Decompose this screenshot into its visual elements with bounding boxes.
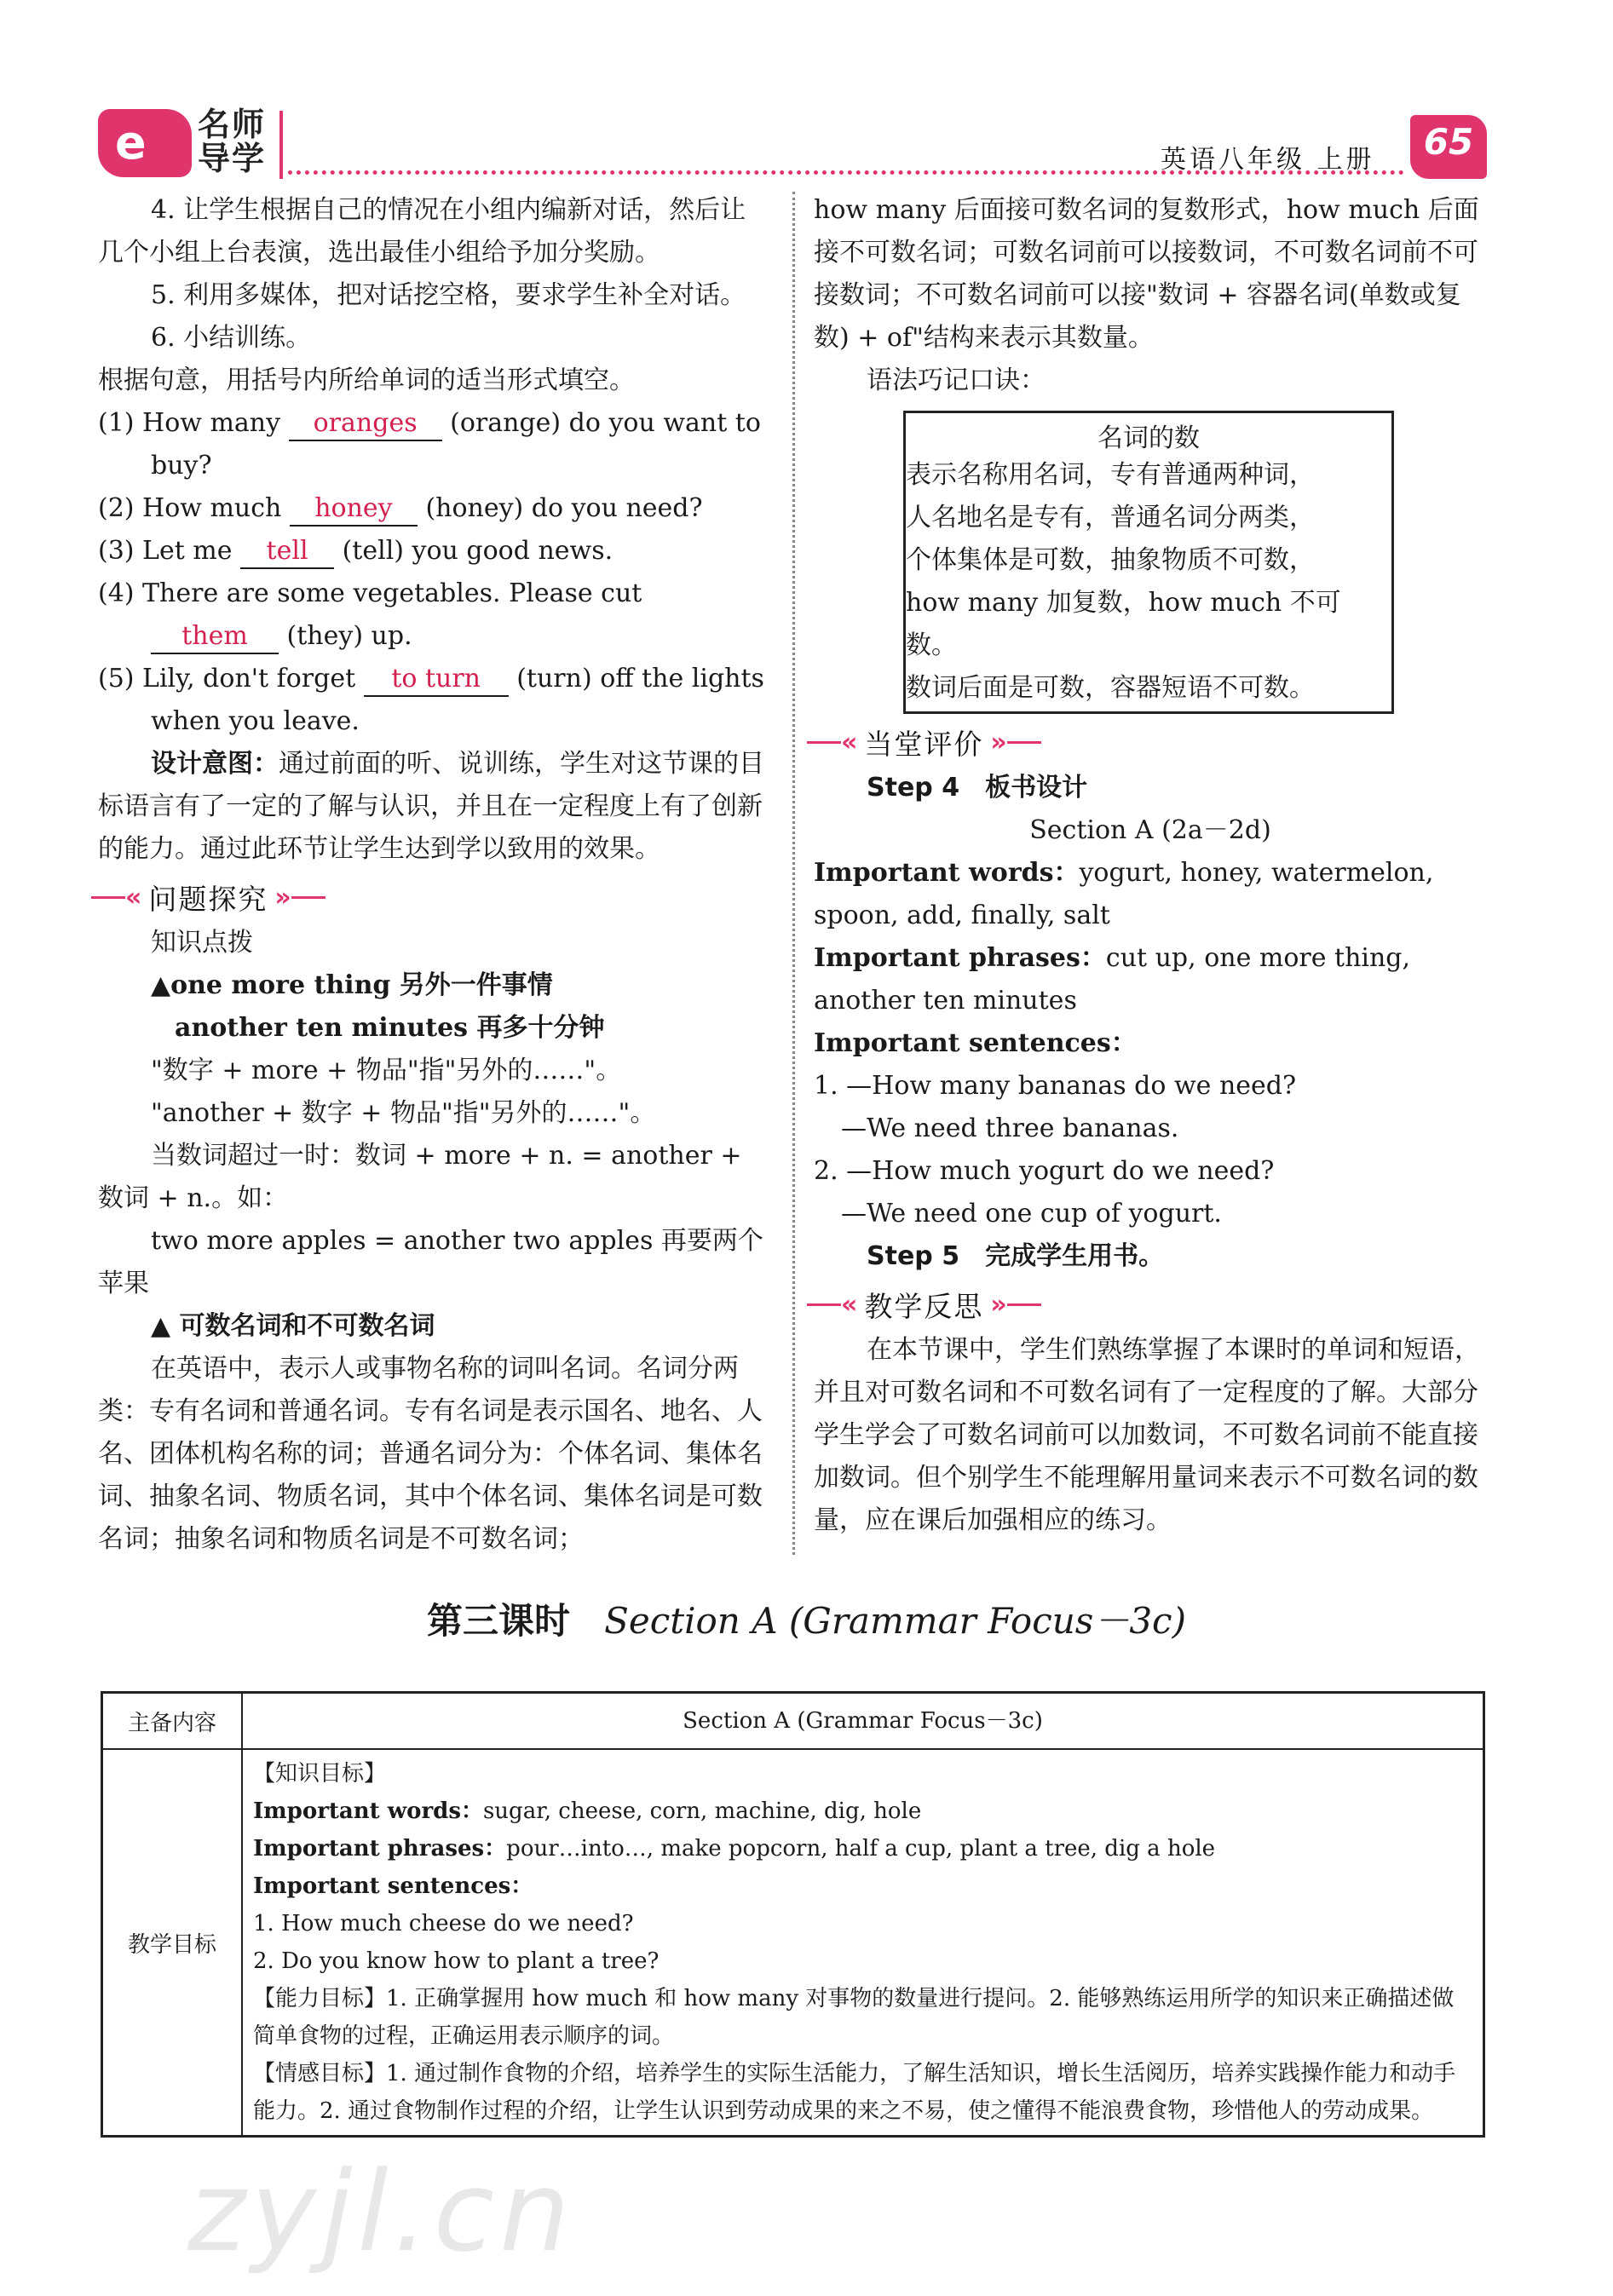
kp-phrase-1: ▲one more thing 另外一件事情	[151, 970, 553, 1000]
double-arrow-right-icon: »	[990, 727, 1007, 757]
badge-title: 教学反思	[864, 1289, 984, 1323]
board-sentence-2: 2. —How much yogurt do we need?	[814, 1156, 1275, 1186]
goal-words-value: sugar, cheese, corn, machine, dig, hole	[482, 1798, 922, 1824]
lesson-number: 第三课时	[427, 1600, 571, 1642]
goal-phrases-value: pour…into…, make popcorn, half a cup, plant a tree, dig a hole	[506, 1836, 1216, 1862]
ex4-after: (they) up.	[279, 621, 412, 651]
exercise-5	[98, 658, 771, 743]
badge-line	[91, 896, 125, 899]
ability-goal-tag: 【能力目标】	[253, 1986, 387, 2011]
double-arrow-left-icon: «	[841, 727, 858, 757]
exercise-1	[98, 402, 771, 487]
right-column	[814, 189, 1487, 1542]
goal-sentence-1: 1. How much cheese do we need?	[253, 1911, 634, 1936]
exercise-3	[98, 530, 771, 573]
ex5-answer: to turn	[364, 663, 509, 697]
kp-rule-2: "another + 数字 + 物品"指"另外的……"。	[151, 1098, 656, 1128]
table-row	[102, 1693, 1484, 1750]
ex4-answer: them	[151, 620, 279, 654]
ability-goal-text: 1. 正确掌握用 how much 和 how many 对事物的数量进行提问。2. 能够熟练运用所学的知识来正确描述做简单食物的过程，正确运用表示顺序的词。	[253, 1986, 1455, 2049]
exercise-4	[98, 573, 771, 658]
ex2-answer: honey	[290, 492, 418, 527]
kp-rule-1: "数字 + more + 物品"指"另外的……"。	[151, 1056, 622, 1085]
kp-noun-heading: ▲ 可数名词和不可数名词	[151, 1311, 435, 1341]
exercise-instruction: 根据句意，用括号内所给单词的适当形式填空。	[98, 365, 635, 395]
badge-title: 当堂评价	[864, 727, 984, 761]
board-sentence-2-reply: —We need one cup of yogurt.	[841, 1199, 1222, 1229]
watermark: zyjl.cn	[187, 2147, 575, 2276]
ex1-before: (1) How many	[98, 408, 289, 438]
objectives-cell	[242, 1749, 1484, 2137]
table-row	[102, 1749, 1484, 2137]
left-column	[98, 189, 771, 1561]
badge-line	[1007, 741, 1041, 744]
goal-words	[253, 1792, 1472, 1830]
column-divider	[792, 192, 795, 1555]
reflection-text: 在本节课中，学生们熟练掌握了本课时的单词和短语，并且对可数名词和不可数名词有了一定程度的了解。大部分学生学会了可数名词前可以加数词，不可数名词前不能直接加数词。但个别学生不能理解用量词来表示不可数名词的数量，应在课后加强相应的练习。	[814, 1335, 1480, 1535]
step-5-text: 5. 利用多媒体，把对话挖空格，要求学生补全对话。	[151, 280, 746, 310]
board-sentence-1: 1. —How many bananas do we need?	[814, 1071, 1297, 1101]
ex3-after: (tell) you good news.	[334, 536, 614, 566]
phrases-value: cut up, one more thing, another ten minutes	[814, 943, 1411, 1016]
goal-words-label: Important words：	[253, 1798, 483, 1824]
book-title: 英语八年级 上册	[1161, 145, 1375, 175]
ex3-before: (3) Let me	[98, 536, 241, 566]
emotion-goal-tag: 【情感目标】	[253, 2061, 387, 2086]
design-intent-label: 设计意图：	[151, 749, 279, 779]
design-intent	[98, 743, 771, 871]
mnemonic-intro: 语法巧记口诀：	[867, 365, 1046, 395]
double-arrow-left-icon: «	[841, 1289, 858, 1320]
ex5-before: (5) Lily, don't forget	[98, 664, 364, 693]
step-4-text: 4. 让学生根据自己的情况在小组内编新对话，然后让几个小组上台表演，选出最佳小组给予加分奖励。	[98, 195, 746, 268]
knowledge-goal-tag: 【知识目标】	[253, 1761, 387, 1787]
board-section-title: Section A (2a－2d)	[1029, 815, 1271, 845]
row-value: Section A (Grammar Focus－3c)	[242, 1693, 1484, 1750]
ex2-after: (honey) do you need?	[417, 493, 703, 523]
step-5-heading: Step 5 完成学生用书。	[867, 1241, 1165, 1271]
badge-line	[291, 896, 325, 899]
goal-phrases	[253, 1830, 1472, 1867]
ex1-answer: oranges	[289, 407, 442, 441]
logo-glyph: e	[115, 116, 147, 170]
phrases-label: Important phrases：	[814, 943, 1106, 973]
words-value: yogurt, honey, watermelon, spoon, add, finally, salt	[814, 858, 1434, 930]
exercise-2	[98, 487, 771, 530]
mnemonic-line: 人名地名是专有，普通名词分两类，	[906, 503, 1315, 532]
ex2-before: (2) How much	[98, 493, 290, 523]
badge-line	[807, 1303, 841, 1306]
lesson-plan-table	[101, 1691, 1485, 2138]
knowledge-title: 知识点拨	[151, 928, 253, 958]
section-badge-assessment	[807, 721, 1487, 763]
double-arrow-right-icon: »	[274, 882, 291, 912]
lesson-section: Section A (Grammar Focus－3c)	[604, 1600, 1186, 1642]
ex1-after: (orange) do you want to buy?	[151, 408, 761, 480]
badge-line	[807, 741, 841, 744]
emotion-goal	[253, 2055, 1472, 2130]
emotion-goal-text: 1. 通过制作食物的介绍，培养学生的实际生活能力，了解生活知识，增长生活阅历，培养实践操作能力和动手能力。2. 通过食物制作过程的介绍，让学生认识到劳动成果的来之不易，使之懂得不能浪费食物，珍惜他人的劳动成果。	[253, 2061, 1456, 2124]
board-sentences-label: Important sentences：	[814, 1028, 1137, 1058]
kp-phrase-2: another ten minutes 再多十分钟	[175, 1013, 605, 1043]
logo-divider	[279, 111, 283, 179]
double-arrow-left-icon: «	[125, 882, 142, 912]
noun-rule-text: how many 后面接可数名词的复数形式，how much 后面接不可数名词；可数名词前可以接数词，不可数名词前不可接数词；不可数名词前可以接"数词 + 容器名词(单数或复数) + of"结构来表示其数量。	[814, 195, 1479, 353]
badge-title: 问题探究	[148, 882, 268, 916]
page-header	[0, 0, 1613, 196]
design-intent-text: 通过前面的听、说训练，学生对这节课的目标语言有了一定的了解与认识，并且在一定程度上有了创新的能力。通过此环节让学生达到学以致用的效果。	[98, 749, 764, 864]
step-4-heading: Step 4 板书设计	[867, 773, 1088, 803]
mnemonic-line: 表示名称用名词，专有普通两种词，	[906, 460, 1315, 490]
board-words	[814, 852, 1487, 937]
lesson-title	[0, 1593, 1613, 1644]
goal-sentence-2: 2. Do you know how to plant a tree?	[253, 1948, 660, 1974]
logo-line-1: 名师	[198, 106, 267, 143]
board-phrases	[814, 937, 1487, 1022]
step-6-text: 6. 小结训练。	[151, 323, 312, 353]
section-badge-reflection	[807, 1283, 1487, 1326]
words-label: Important words：	[814, 858, 1080, 888]
mnemonic-line: how many 加复数，how much 不可数。	[906, 588, 1341, 660]
mnemonic-line: 个体集体是可数，抽象物质不可数，	[906, 545, 1315, 575]
kp-noun-text: 在英语中，表示人或事物名称的词叫名词。名词分两类：专有名词和普通名词。专有名词是表示国名、地名、人名、团体机构名称的词；普通名词分为：个体名词、集体名词、抽象名词、物质名词，其中个体名词、集体名词是可数名词；抽象名词和物质名词是不可数名词；	[98, 1354, 763, 1554]
goal-sentences-label: Important sentences：	[253, 1873, 533, 1899]
mnemonic-title: 名词的数	[1097, 423, 1200, 453]
page-number: 65	[1423, 121, 1474, 163]
row-label: 教学目标	[102, 1749, 243, 2137]
goal-phrases-label: Important phrases：	[253, 1836, 507, 1862]
logo-line-2: 导学	[198, 140, 267, 177]
logo-text	[198, 107, 266, 176]
ex5-after: (turn) off the lights when you leave.	[151, 664, 764, 736]
double-arrow-right-icon: »	[990, 1289, 1007, 1320]
ex3-answer: tell	[240, 535, 334, 569]
mnemonic-box	[903, 411, 1394, 714]
kp-example: two more apples = another two apples 再要两个苹果	[98, 1226, 763, 1298]
mnemonic-line: 数词后面是可数，容器短语不可数。	[906, 673, 1315, 703]
badge-line	[1007, 1303, 1041, 1306]
ability-goal	[253, 1980, 1472, 2055]
row-label: 主备内容	[102, 1693, 243, 1750]
kp-rule-3: 当数词超过一时：数词 + more + n. = another + 数词 + n.。如：	[98, 1141, 742, 1213]
ex4-before: (4) There are some vegetables. Please cut	[98, 578, 642, 608]
section-badge-inquiry	[91, 876, 771, 918]
board-sentence-1-reply: —We need three bananas.	[841, 1113, 1179, 1143]
